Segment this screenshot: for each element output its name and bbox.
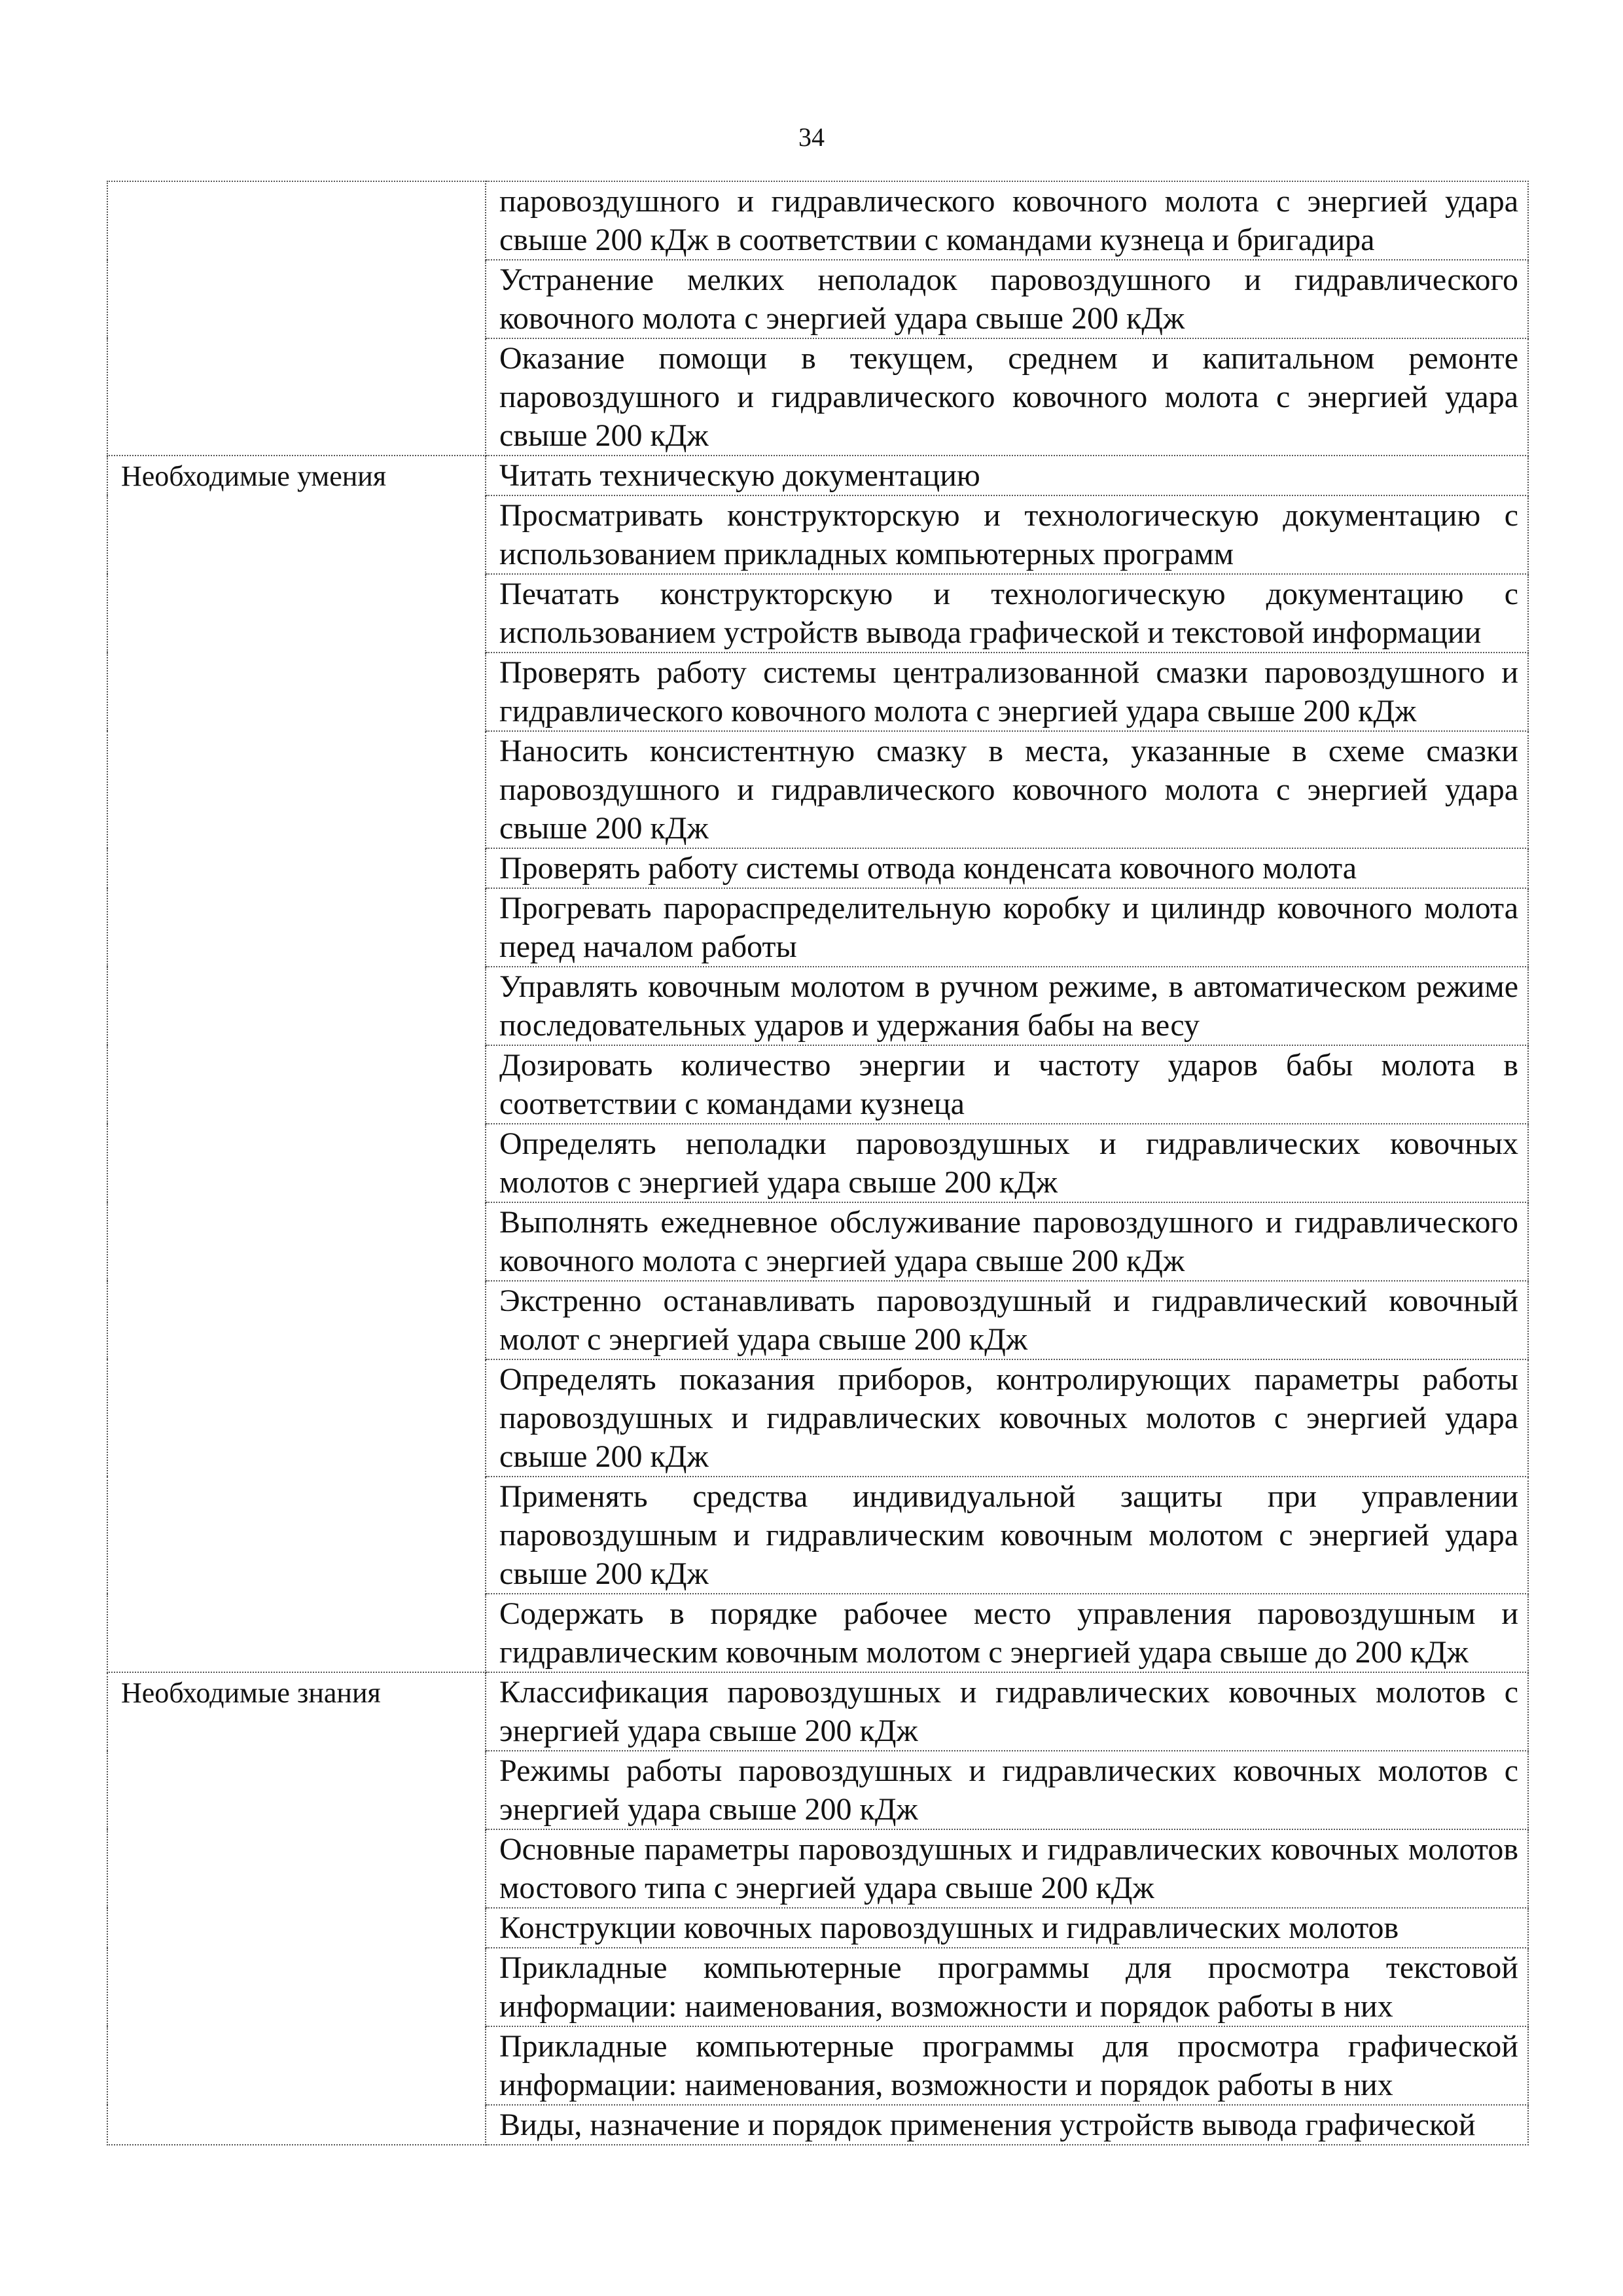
table-row <box>107 574 1528 653</box>
section-label-empty <box>107 653 486 731</box>
table-row <box>107 1202 1528 1281</box>
requirement-item: Проверять работу системы отвода конденсата ковочного молота <box>486 848 1528 888</box>
requirement-item: Режимы работы паровоздушных и гидравлических ковочных молотов с энергией удара свыше 200 кДж <box>486 1751 1528 1829</box>
section-label-empty <box>107 888 486 967</box>
section-label-empty <box>107 1908 486 1948</box>
requirement-item: Виды, назначение и порядок применения устройств вывода графической <box>486 2105 1528 2145</box>
requirement-item: Оказание помощи в текущем, среднем и капитальном ремонте паровоздушного и гидравлического ковочного молота с энергией удара свыше 200 кДж <box>486 338 1528 456</box>
section-label-empty <box>107 1477 486 1594</box>
table-row <box>107 1281 1528 1359</box>
section-label-empty <box>107 338 486 456</box>
requirement-item: Выполнять ежедневное обслуживание паровоздушного и гидравлического ковочного молота с энергией удара свыше 200 кДж <box>486 1202 1528 1281</box>
requirement-item: Классификация паровоздушных и гидравлических ковочных молотов с энергией удара свыше 200 кДж <box>486 1672 1528 1751</box>
section-label-empty <box>107 731 486 848</box>
table-row <box>107 2105 1528 2145</box>
table-row <box>107 338 1528 456</box>
requirement-item: Прикладные компьютерные программы для просмотра графической информации: наименования, возможности и порядок работы в них <box>486 2026 1528 2105</box>
requirement-item: Основные параметры паровоздушных и гидравлических ковочных молотов мостового типа с энергией удара свыше 200 кДж <box>486 1829 1528 1908</box>
table-row <box>107 1594 1528 1672</box>
table-row <box>107 2026 1528 2105</box>
requirement-item: Содержать в порядке рабочее место управления паровоздушным и гидравлическим ковочным молотом с энергией удара свыше до 200 кДж <box>486 1594 1528 1672</box>
table-row <box>107 1751 1528 1829</box>
section-label-empty <box>107 967 486 1045</box>
table-row <box>107 967 1528 1045</box>
section-label: Необходимые умения <box>107 456 486 495</box>
section-label-empty <box>107 1045 486 1124</box>
section-label: Необходимые знания <box>107 1672 486 1751</box>
requirement-item: Устранение мелких неполадок паровоздушного и гидравлического ковочного молота с энергией удара свыше 200 кДж <box>486 260 1528 338</box>
requirement-item: Определять неполадки паровоздушных и гидравлических ковочных молотов с энергией удара свыше 200 кДж <box>486 1124 1528 1202</box>
page-number: 34 <box>798 122 825 152</box>
requirement-item: Читать техническую документацию <box>486 456 1528 495</box>
section-label-empty <box>107 260 486 338</box>
requirement-item: Проверять работу системы централизованной смазки паровоздушного и гидравлического ковочного молота с энергией удара свыше 200 кДж <box>486 653 1528 731</box>
table-row <box>107 653 1528 731</box>
table-row <box>107 1359 1528 1477</box>
section-label-empty <box>107 1124 486 1202</box>
section-label-empty <box>107 2105 486 2145</box>
table-row <box>107 1908 1528 1948</box>
section-label-empty <box>107 848 486 888</box>
section-label-empty <box>107 181 486 260</box>
section-label-empty <box>107 1281 486 1359</box>
section-label-empty <box>107 1948 486 2026</box>
table-row <box>107 456 1528 495</box>
requirement-item: Просматривать конструкторскую и технологическую документацию с использованием прикладных компьютерных программ <box>486 495 1528 574</box>
requirement-item: Определять показания приборов, контролирующих параметры работы паровоздушных и гидравлических ковочных молотов с энергией удара свыше 200 кДж <box>486 1359 1528 1477</box>
requirement-item: Дозировать количество энергии и частоту ударов бабы молота в соответствии с командами кузнеца <box>486 1045 1528 1124</box>
table-row <box>107 1124 1528 1202</box>
table-row <box>107 260 1528 338</box>
section-label-empty <box>107 495 486 574</box>
table-row <box>107 1948 1528 2026</box>
table-row <box>107 1045 1528 1124</box>
requirement-item: Прогревать парораспределительную коробку и цилиндр ковочного молота перед началом работы <box>486 888 1528 967</box>
requirement-item: Наносить консистентную смазку в места, указанные в схеме смазки паровоздушного и гидравлического ковочного молота с энергией удара свыше 200 кДж <box>486 731 1528 848</box>
section-label-empty <box>107 1594 486 1672</box>
section-label-empty <box>107 2026 486 2105</box>
requirement-item: Конструкции ковочных паровоздушных и гидравлических молотов <box>486 1908 1528 1948</box>
table-row <box>107 1477 1528 1594</box>
requirement-item: Управлять ковочным молотом в ручном режиме, в автоматическом режиме последовательных ударов и удержания бабы на весу <box>486 967 1528 1045</box>
table-row <box>107 181 1528 260</box>
table-row <box>107 1672 1528 1751</box>
requirement-item: паровоздушного и гидравлического ковочного молота с энергией удара свыше 200 кДж в соответствии с командами кузнеца и бригадира <box>486 181 1528 260</box>
table-row <box>107 1829 1528 1908</box>
section-label-empty <box>107 1829 486 1908</box>
competency-table <box>107 181 1529 2145</box>
requirement-item: Печатать конструкторскую и технологическую документацию с использованием устройств вывода графической и текстовой информации <box>486 574 1528 653</box>
table-row <box>107 888 1528 967</box>
section-label-empty <box>107 574 486 653</box>
requirement-item: Экстренно останавливать паровоздушный и гидравлический ковочный молот с энергией удара свыше 200 кДж <box>486 1281 1528 1359</box>
table-row <box>107 495 1528 574</box>
requirement-item: Прикладные компьютерные программы для просмотра текстовой информации: наименования, возможности и порядок работы в них <box>486 1948 1528 2026</box>
section-label-empty <box>107 1359 486 1477</box>
table-row <box>107 731 1528 848</box>
section-label-empty <box>107 1202 486 1281</box>
table-row <box>107 848 1528 888</box>
section-label-empty <box>107 1751 486 1829</box>
requirement-item: Применять средства индивидуальной защиты при управлении паровоздушным и гидравлическим ковочным молотом с энергией удара свыше 200 кДж <box>486 1477 1528 1594</box>
